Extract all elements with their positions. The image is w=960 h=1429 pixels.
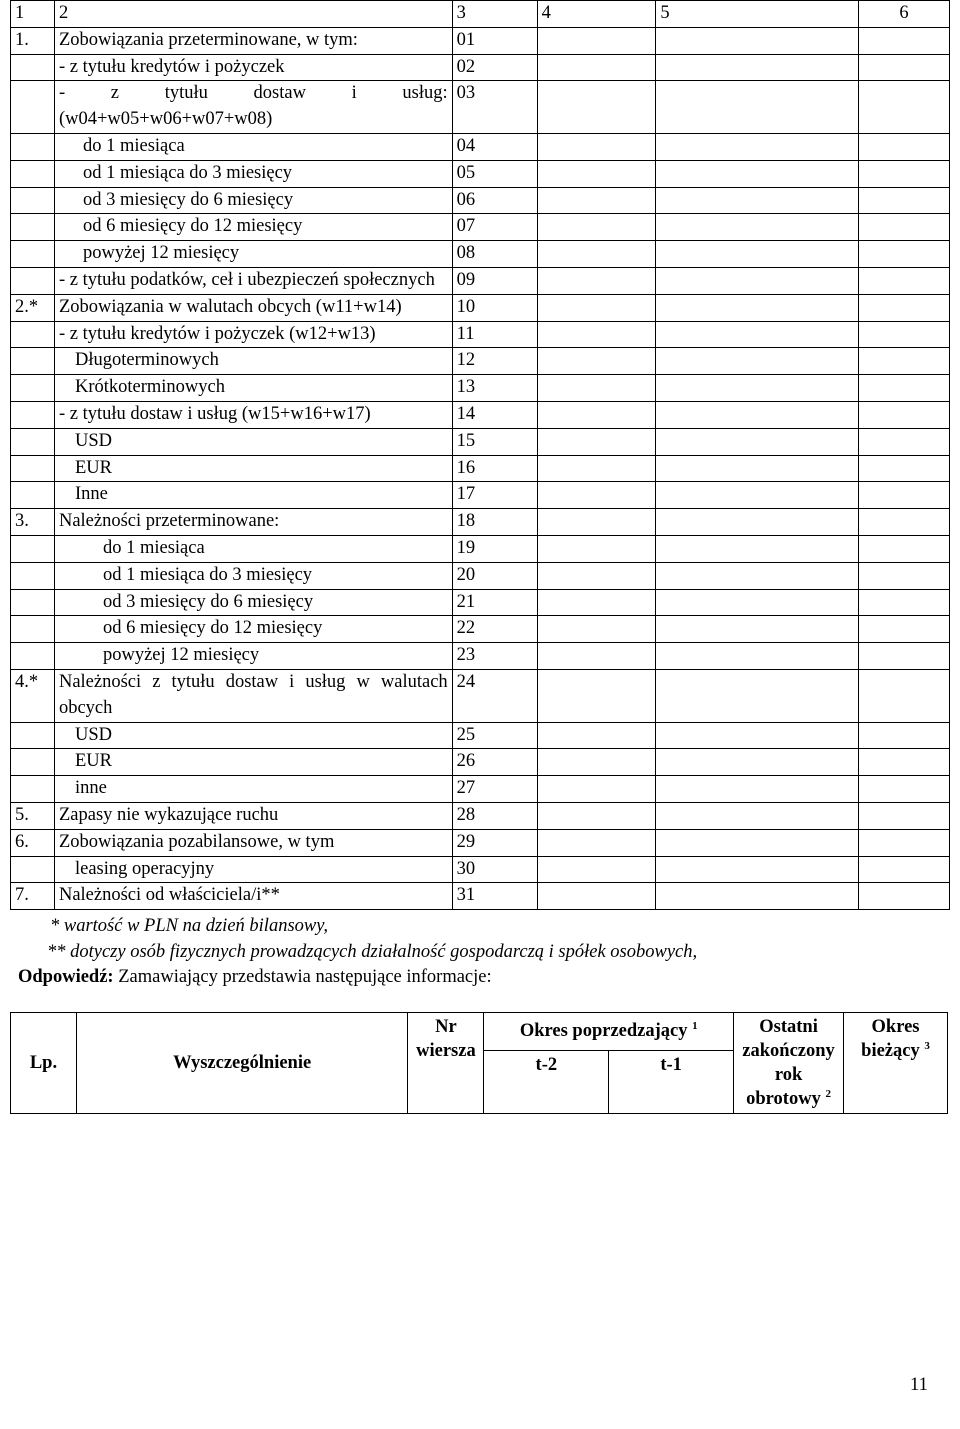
value-cell <box>859 722 950 749</box>
row-lp <box>11 455 55 482</box>
row-lp <box>11 214 55 241</box>
row-label: do 1 miesiąca <box>54 535 452 562</box>
table-row <box>11 321 950 348</box>
table-row <box>11 214 950 241</box>
header-description: Wyszczególnienie <box>76 1013 408 1114</box>
table-row <box>11 187 950 214</box>
value-cell <box>859 616 950 643</box>
table-row <box>11 294 950 321</box>
row-label: od 1 miesiąca do 3 miesięcy <box>54 160 452 187</box>
table-row <box>11 616 950 643</box>
row-number: 09 <box>452 267 537 294</box>
value-cell <box>859 643 950 670</box>
row-number: 23 <box>452 643 537 670</box>
row-label: EUR <box>54 749 452 776</box>
row-label: Należności z tytułu dostaw i usług w walutach obcych <box>54 669 452 722</box>
table-row <box>11 401 950 428</box>
row-label: Długoterminowych <box>54 348 452 375</box>
table-row <box>11 856 950 883</box>
value-cell <box>537 214 656 241</box>
value-cell <box>656 829 859 856</box>
row-number: 20 <box>452 562 537 589</box>
row-lp: 2.* <box>11 294 55 321</box>
table-row <box>11 133 950 160</box>
value-cell <box>656 348 859 375</box>
row-lp <box>11 643 55 670</box>
row-lp <box>11 241 55 268</box>
value-cell <box>537 241 656 268</box>
row-number: 14 <box>452 401 537 428</box>
row-number: 07 <box>452 214 537 241</box>
row-number: 15 <box>452 428 537 455</box>
value-cell <box>537 294 656 321</box>
row-lp: 3. <box>11 509 55 536</box>
row-number: 29 <box>452 829 537 856</box>
row-number: 11 <box>452 321 537 348</box>
row-label: - z tytułu podatków, ceł i ubezpieczeń społecznych <box>54 267 452 294</box>
table-row <box>11 643 950 670</box>
row-label: Zapasy nie wykazujące ruchu <box>54 802 452 829</box>
value-cell <box>656 267 859 294</box>
value-cell <box>656 241 859 268</box>
row-number: 25 <box>452 722 537 749</box>
value-cell <box>537 27 656 54</box>
previous-period-label: Okres poprzedzający <box>519 1021 688 1042</box>
row-number: 22 <box>452 616 537 643</box>
row-label: - z tytułu dostaw i usług (w15+w16+w17) <box>54 401 452 428</box>
second-table <box>10 1012 948 1114</box>
table-row <box>11 348 950 375</box>
value-cell <box>859 160 950 187</box>
value-cell <box>859 562 950 589</box>
row-number: 04 <box>452 133 537 160</box>
value-cell <box>859 829 950 856</box>
value-cell <box>656 54 859 81</box>
row-label: - z tytułu kredytów i pożyczek <box>54 54 452 81</box>
row-lp <box>11 776 55 803</box>
row-label: Zobowiązania pozabilansowe, w tym <box>54 829 452 856</box>
value-cell <box>537 375 656 402</box>
footnote-persons: ** dotyczy osób fizycznych prowadzących działalność gospodarczą i spółek osobowych, <box>47 942 698 962</box>
row-lp: 6. <box>11 829 55 856</box>
last-fiscal-year-label: Ostatni zakończony rok obrotowy <box>742 1017 835 1109</box>
row-number: 16 <box>452 455 537 482</box>
value-cell <box>537 776 656 803</box>
value-cell <box>859 482 950 509</box>
current-period-footnote-mark: 3 <box>924 1039 930 1052</box>
value-cell <box>656 749 859 776</box>
value-cell <box>859 294 950 321</box>
row-label: od 1 miesiąca do 3 miesięcy <box>54 562 452 589</box>
value-cell <box>537 802 656 829</box>
value-cell <box>859 749 950 776</box>
value-cell <box>537 616 656 643</box>
row-number: 08 <box>452 241 537 268</box>
value-cell <box>656 428 859 455</box>
table-row <box>11 562 950 589</box>
row-label: EUR <box>54 455 452 482</box>
row-number: 28 <box>452 802 537 829</box>
row-label: Zobowiązania w walutach obcych (w11+w14) <box>54 294 452 321</box>
header-row-number-line1: Nr <box>435 1017 457 1037</box>
header-cell: 3 <box>452 1 537 28</box>
header-current-period <box>844 1013 948 1114</box>
row-lp <box>11 722 55 749</box>
row-number: 05 <box>452 160 537 187</box>
value-cell <box>656 643 859 670</box>
header-cell: 4 <box>537 1 656 28</box>
table-row <box>11 535 950 562</box>
table-row <box>11 802 950 829</box>
value-cell <box>537 562 656 589</box>
row-lp <box>11 562 55 589</box>
value-cell <box>656 375 859 402</box>
row-label: leasing operacyjny <box>54 856 452 883</box>
header-cell: 1 <box>11 1 55 28</box>
value-cell <box>656 589 859 616</box>
header-cell: 6 <box>859 1 950 28</box>
table-row <box>11 160 950 187</box>
row-number: 02 <box>452 54 537 81</box>
row-number: 26 <box>452 749 537 776</box>
value-cell <box>537 187 656 214</box>
value-cell <box>656 187 859 214</box>
row-lp <box>11 589 55 616</box>
value-cell <box>537 81 656 134</box>
table-row <box>11 482 950 509</box>
value-cell <box>656 776 859 803</box>
value-cell <box>859 455 950 482</box>
table-row <box>11 669 950 722</box>
value-cell <box>537 482 656 509</box>
row-label: od 6 miesięcy do 12 miesięcy <box>54 214 452 241</box>
row-label: - z tytułu kredytów i pożyczek (w12+w13) <box>54 321 452 348</box>
row-lp: 7. <box>11 883 55 910</box>
header-row-number <box>408 1013 484 1114</box>
value-cell <box>537 54 656 81</box>
value-cell <box>859 133 950 160</box>
value-cell <box>656 856 859 883</box>
table-row <box>11 375 950 402</box>
row-lp <box>11 81 55 134</box>
value-cell <box>859 669 950 722</box>
table-row <box>11 27 950 54</box>
value-cell <box>859 401 950 428</box>
value-cell <box>537 348 656 375</box>
header-last-fiscal-year <box>734 1013 844 1114</box>
row-lp <box>11 187 55 214</box>
answer-text: Zamawiający przedstawia następujące informacje: <box>113 967 492 987</box>
header-t1: t-1 <box>609 1050 734 1113</box>
header-cell: 5 <box>656 1 859 28</box>
value-cell <box>656 802 859 829</box>
table-row <box>11 589 950 616</box>
row-lp <box>11 375 55 402</box>
row-lp <box>11 616 55 643</box>
value-cell <box>656 214 859 241</box>
value-cell <box>656 455 859 482</box>
table-row <box>11 749 950 776</box>
value-cell <box>859 509 950 536</box>
table-row <box>11 722 950 749</box>
row-number: 21 <box>452 589 537 616</box>
row-label: od 3 miesięcy do 6 miesięcy <box>54 187 452 214</box>
row-number: 30 <box>452 856 537 883</box>
footnote-pln: * wartość w PLN na dzień bilansowy, <box>50 916 329 936</box>
value-cell <box>537 509 656 536</box>
value-cell <box>656 535 859 562</box>
value-cell <box>656 294 859 321</box>
main-table <box>10 0 950 910</box>
row-lp <box>11 133 55 160</box>
value-cell <box>859 348 950 375</box>
last-fiscal-year-footnote-mark: 2 <box>825 1087 831 1100</box>
value-cell <box>537 829 656 856</box>
row-lp <box>11 267 55 294</box>
row-lp <box>11 401 55 428</box>
value-cell <box>537 589 656 616</box>
row-label: Należności od właściciela/i** <box>54 883 452 910</box>
row-number: 31 <box>452 883 537 910</box>
row-number: 12 <box>452 348 537 375</box>
row-number: 03 <box>452 81 537 134</box>
row-number: 01 <box>452 27 537 54</box>
row-lp <box>11 160 55 187</box>
value-cell <box>537 856 656 883</box>
value-cell <box>537 643 656 670</box>
value-cell <box>656 509 859 536</box>
value-cell <box>656 722 859 749</box>
value-cell <box>656 883 859 910</box>
value-cell <box>537 722 656 749</box>
header-t2: t-2 <box>484 1050 609 1113</box>
answer-label: Odpowiedź: <box>18 967 114 987</box>
row-lp <box>11 54 55 81</box>
row-lp <box>11 348 55 375</box>
row-number: 18 <box>452 509 537 536</box>
row-number: 13 <box>452 375 537 402</box>
value-cell <box>859 267 950 294</box>
value-cell <box>859 375 950 402</box>
table-row <box>11 241 950 268</box>
value-cell <box>537 321 656 348</box>
value-cell <box>656 133 859 160</box>
row-label: Zobowiązania przeterminowane, w tym: <box>54 27 452 54</box>
value-cell <box>859 187 950 214</box>
value-cell <box>859 589 950 616</box>
row-number: 24 <box>452 669 537 722</box>
row-label: Krótkoterminowych <box>54 375 452 402</box>
table-row <box>11 509 950 536</box>
page-number: 11 <box>910 1375 928 1395</box>
row-label: - z tytułu dostaw i usług: (w04+w05+w06+w07+w08) <box>54 81 452 134</box>
header-previous-period <box>484 1013 734 1051</box>
row-label: powyżej 12 miesięcy <box>54 643 452 670</box>
value-cell <box>537 749 656 776</box>
previous-period-footnote-mark: 1 <box>692 1020 698 1033</box>
value-cell <box>859 856 950 883</box>
row-label: USD <box>54 722 452 749</box>
value-cell <box>656 401 859 428</box>
value-cell <box>859 883 950 910</box>
table-row <box>11 428 950 455</box>
table-row <box>11 54 950 81</box>
header-row <box>11 1 950 28</box>
row-lp <box>11 428 55 455</box>
value-cell <box>859 54 950 81</box>
value-cell <box>859 81 950 134</box>
value-cell <box>537 883 656 910</box>
value-cell <box>656 321 859 348</box>
row-lp <box>11 749 55 776</box>
header-row-number-line2: wiersza <box>416 1041 476 1061</box>
value-cell <box>656 562 859 589</box>
value-cell <box>859 535 950 562</box>
row-lp <box>11 321 55 348</box>
row-lp <box>11 482 55 509</box>
value-cell <box>537 535 656 562</box>
value-cell <box>656 160 859 187</box>
row-label: USD <box>54 428 452 455</box>
row-number: 19 <box>452 535 537 562</box>
row-number: 17 <box>452 482 537 509</box>
row-lp: 4.* <box>11 669 55 722</box>
table-row <box>11 81 950 134</box>
row-lp: 1. <box>11 27 55 54</box>
row-lp <box>11 856 55 883</box>
value-cell <box>859 321 950 348</box>
table-row <box>11 267 950 294</box>
value-cell <box>537 669 656 722</box>
value-cell <box>537 455 656 482</box>
table-row <box>11 829 950 856</box>
row-label: powyżej 12 miesięcy <box>54 241 452 268</box>
value-cell <box>537 401 656 428</box>
current-period-label: Okres bieżący <box>861 1017 920 1061</box>
row-lp: 5. <box>11 802 55 829</box>
row-label: do 1 miesiąca <box>54 133 452 160</box>
row-number: 27 <box>452 776 537 803</box>
value-cell <box>537 267 656 294</box>
header-cell: 2 <box>54 1 452 28</box>
value-cell <box>656 27 859 54</box>
value-cell <box>859 214 950 241</box>
row-lp <box>11 535 55 562</box>
value-cell <box>656 482 859 509</box>
answer-line <box>18 967 492 988</box>
value-cell <box>537 160 656 187</box>
value-cell <box>656 669 859 722</box>
row-label: od 6 miesięcy do 12 miesięcy <box>54 616 452 643</box>
value-cell <box>859 802 950 829</box>
row-label: inne <box>54 776 452 803</box>
table-row <box>11 776 950 803</box>
value-cell <box>859 27 950 54</box>
row-label: od 3 miesięcy do 6 miesięcy <box>54 589 452 616</box>
value-cell <box>859 241 950 268</box>
value-cell <box>656 81 859 134</box>
table-row <box>11 883 950 910</box>
row-number: 10 <box>452 294 537 321</box>
value-cell <box>859 776 950 803</box>
table-row <box>11 455 950 482</box>
value-cell <box>537 133 656 160</box>
row-label: Inne <box>54 482 452 509</box>
value-cell <box>656 616 859 643</box>
row-label: Należności przeterminowane: <box>54 509 452 536</box>
row-number: 06 <box>452 187 537 214</box>
value-cell <box>859 428 950 455</box>
header-lp: Lp. <box>11 1013 77 1114</box>
value-cell <box>537 428 656 455</box>
